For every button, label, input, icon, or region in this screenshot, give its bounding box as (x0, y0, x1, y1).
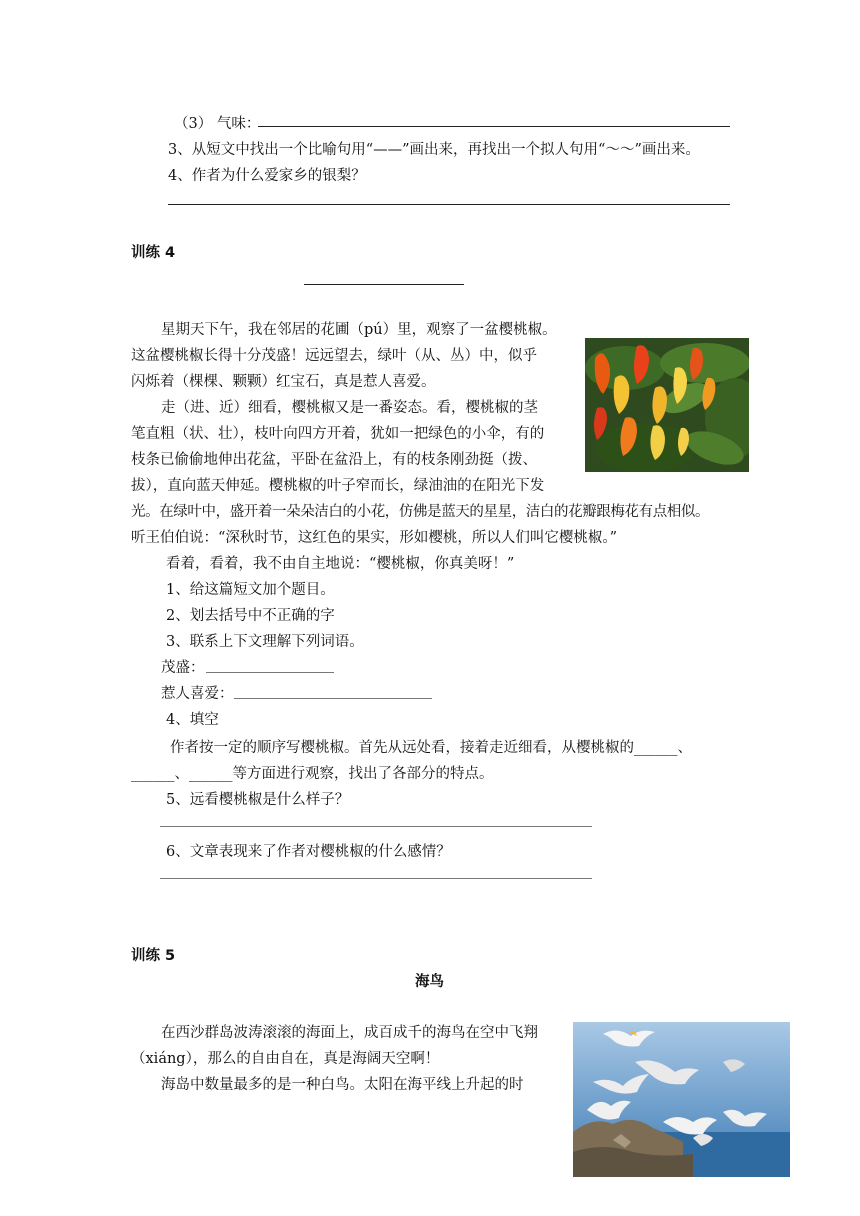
t4-question-4: 4、填空 (166, 712, 219, 728)
t4-p1-line2: 这盆樱桃椒长得十分茂盛！远远望去，绿叶（从、丛）中，似乎 (131, 348, 537, 364)
t4-question-1: 1、给这篇短文加个题目。 (166, 582, 335, 598)
t5-p1-line2: （xiáng），那么的自由自在，真是海阔天空啊！ (131, 1051, 440, 1067)
section-heading-5: 训练 5 (131, 948, 176, 964)
t4-fill-line2: ______、______等方面进行观察，找出了各部分的特点。 (131, 766, 494, 782)
seagulls-image (573, 1022, 790, 1177)
answer-line (206, 672, 334, 673)
seabird-photo (573, 1022, 790, 1177)
question-4-why-love: 4、作者为什么爱家乡的银梨？ (168, 168, 366, 184)
answer-line (160, 826, 592, 827)
t4-p2-line6: 听王伯伯说：“深秋时节，这红色的果实，形如樱桃，所以人们叫它樱桃椒。” (131, 530, 618, 546)
pepper-plant-image (585, 338, 749, 472)
q3-smell-label: （3） 气味： (174, 116, 261, 132)
t4-question-6: 6、文章表现来了作者对樱桃椒的什么感情？ (166, 844, 451, 860)
t4-p2-line4: 拔），直向蓝天伸延。樱桃椒的叶子窄而长，绿油油的在阳光下发 (131, 478, 545, 494)
answer-line (168, 204, 730, 205)
t4-p2-line3: 枝条已偷偷地伸出花盆，平卧在盆沿上，有的枝条刚劲挺（拨、 (131, 452, 537, 468)
passage-title-seabird: 海鸟 (415, 974, 444, 990)
answer-line (234, 698, 432, 699)
t4-p1-line1: 星期天下午，我在邻居的花圃（pú）里，观察了一盆樱桃椒。 (161, 322, 557, 338)
t4-p2-line1: 走（进、近）细看，樱桃椒又是一番姿态。看，樱桃椒的茎 (161, 400, 538, 416)
section-heading-4: 训练 4 (131, 245, 176, 261)
t5-p1-line1: 在西沙群岛波涛滚滚的海面上，成百成千的海鸟在空中飞翔 (161, 1025, 538, 1041)
t4-p2-line5: 光。在绿叶中，盛开着一朵朵洁白的小花，仿佛是蓝天的星星，洁白的花瓣跟梅花有点相似。 (131, 504, 710, 520)
word-maosheng: 茂盛： (161, 660, 205, 676)
answer-line (258, 126, 730, 127)
t4-p1-line3: 闪烁着（棵棵、颗颗）红宝石，真是惹人喜爱。 (131, 374, 436, 390)
cherry-pepper-photo (585, 338, 749, 472)
t4-p2-line2: 笔直粗（状、壮），枝叶向四方开着，犹如一把绿色的小伞，有的 (131, 426, 545, 442)
word-reren-xiai: 惹人喜爱： (161, 686, 234, 702)
t4-question-5: 5、远看樱桃椒是什么样子？ (166, 792, 350, 808)
t4-question-2: 2、划去括号中不正确的字 (166, 608, 335, 624)
t4-question-3: 3、联系上下文理解下列词语。 (166, 634, 364, 650)
answer-line (160, 878, 592, 879)
question-3-metaphor: 3、从短文中找出一个比喻句用“——”画出来，再找出一个拟人句用“～～”画出来。 (168, 142, 700, 158)
t4-fill-line1: 作者按一定的顺序写樱桃椒。首先从远处看，接着走近细看，从樱桃椒的______、 (170, 740, 692, 756)
title-blank-line (304, 284, 464, 285)
t4-p3: 看着，看着，我不由自主地说：“樱桃椒，你真美呀！” (166, 556, 515, 572)
t5-p2-line1: 海岛中数量最多的是一种白鸟。太阳在海平线上升起的时 (161, 1077, 524, 1093)
